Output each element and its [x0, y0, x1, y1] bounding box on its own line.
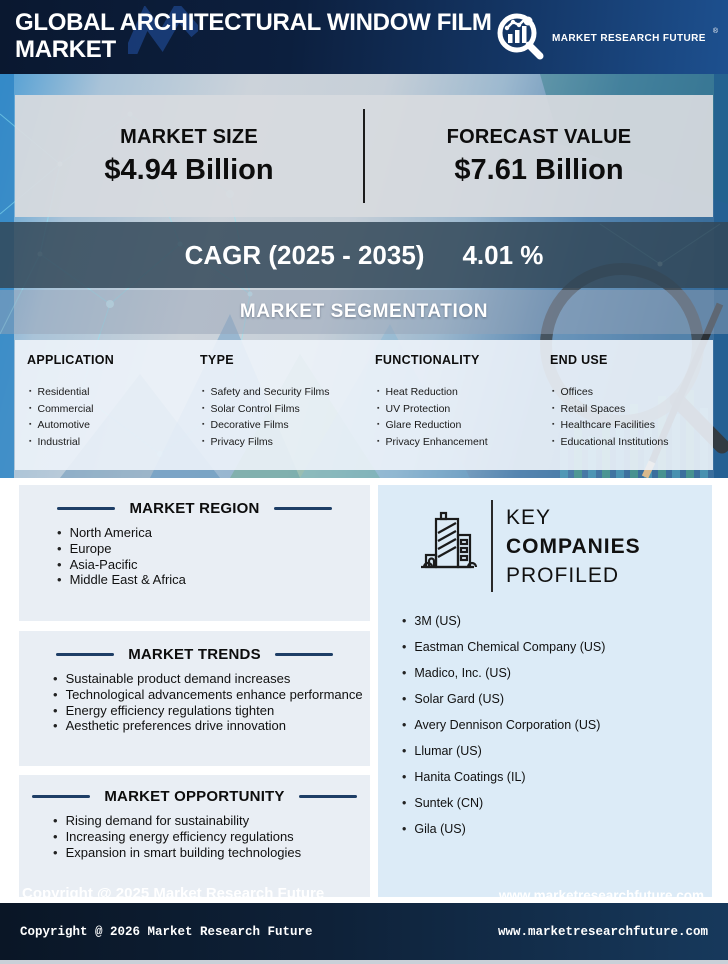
heading-line-right [275, 653, 333, 656]
watermark-copyright: Copyright @ 2025 Market Research Future [22, 885, 325, 902]
segmentation-column-type [200, 340, 375, 470]
market-trends-title: MARKET TRENDS [128, 645, 261, 663]
cagr-label: CAGR (2025 - 2035) [184, 239, 425, 270]
opportunity-item: • Expansion in smart building technologies [53, 845, 370, 861]
bottom-strip [0, 960, 728, 964]
segment-item: ▪ Industrial [29, 434, 200, 451]
region-item: • North America [57, 525, 370, 541]
segment-heading: FUNCTIONALITY [375, 353, 480, 367]
segment-heading: APPLICATION [27, 353, 115, 367]
segment-heading: END USE [550, 353, 608, 367]
heading-line-right [299, 795, 357, 798]
segmentation-panel [15, 340, 713, 470]
heading-line-left [32, 795, 90, 798]
market-opportunity-card [19, 775, 370, 897]
cagr-band [0, 222, 728, 288]
segment-item: ▪ Educational Institutions [552, 434, 713, 451]
page-title [15, 9, 492, 63]
vertical-divider [491, 500, 493, 592]
forecast-value-block [365, 126, 713, 187]
company-item: • Solar Gard (US) [402, 686, 712, 712]
segment-item: ▪ Heat Reduction [377, 384, 550, 401]
market-size-block [15, 126, 363, 187]
segment-item: ▪ UV Protection [377, 401, 550, 418]
region-item: • Europe [57, 541, 370, 557]
segment-heading: TYPE [200, 353, 234, 367]
key-companies-card [378, 485, 712, 897]
market-opportunity-title: MARKET OPPORTUNITY [104, 787, 285, 805]
heading-line-left [56, 653, 114, 656]
market-region-heading [19, 485, 370, 517]
opportunity-item: • Rising demand for sustainability [53, 813, 370, 829]
magnifier-bar-chart-icon [495, 11, 545, 66]
cagr-value: 4.01 % [462, 239, 544, 270]
company-item: • Hanita Coatings (IL) [402, 764, 712, 790]
market-opportunity-heading [19, 775, 370, 805]
heading-line-left [57, 507, 115, 510]
company-item: • Eastman Chemical Company (US) [402, 634, 712, 660]
segmentation-column-enduse [550, 340, 713, 470]
segment-item: ▪ Privacy Enhancement [377, 434, 550, 451]
segment-item: ▪ Decorative Films [202, 417, 375, 434]
company-item: • Avery Dennison Corporation (US) [402, 712, 712, 738]
company-item: • Llumar (US) [402, 738, 712, 764]
forecast-value: $7.61 Billion [454, 153, 624, 186]
footer [0, 903, 728, 960]
key-companies-title-line2: COMPANIES [506, 534, 641, 558]
segment-item: ▪ Healthcare Facilities [552, 417, 713, 434]
segment-item: ▪ Safety and Security Films [202, 384, 375, 401]
segmentation-title: MARKET SEGMENTATION [0, 290, 728, 334]
building-icon [416, 511, 478, 582]
market-trends-card [19, 631, 370, 766]
key-companies-title-line1: KEY [506, 505, 552, 529]
brand-logo [495, 11, 718, 66]
company-item: • Suntek (CN) [402, 790, 712, 816]
watermark-website: www.marketresearchfuture.com [498, 888, 704, 903]
key-companies-header [378, 485, 712, 592]
header [0, 0, 728, 74]
segmentation-column-functionality [375, 340, 550, 470]
segment-item: ▪ Offices [552, 384, 713, 401]
market-trends-heading [19, 631, 370, 663]
footer-copyright: Copyright @ 2026 Market Research Future [20, 924, 313, 939]
registered-mark: ® [712, 28, 718, 35]
segment-item: ▪ Privacy Films [202, 434, 375, 451]
market-size-panel [15, 95, 713, 217]
region-item: • Asia-Pacific [57, 557, 370, 573]
segment-item: ▪ Retail Spaces [552, 401, 713, 418]
key-companies-title-line3: PROFILED [506, 563, 620, 587]
heading-line-right [274, 507, 332, 510]
company-item: • 3M (US) [402, 608, 712, 634]
market-region-card [19, 485, 370, 621]
page-title-line2: MARKET [15, 36, 116, 63]
brand-name: MARKET RESEARCH FUTURE [552, 33, 706, 44]
company-item: • Madico, Inc. (US) [402, 660, 712, 686]
hero-section [0, 74, 728, 478]
key-companies-title [506, 503, 641, 590]
page-title-line1: GLOBAL ARCHITECTURAL WINDOW FILM [15, 9, 492, 36]
forecast-value-label: FORECAST VALUE [446, 125, 632, 148]
opportunity-item: • Increasing energy efficiency regulations [53, 829, 370, 845]
segment-item: ▪ Residential [29, 384, 200, 401]
region-item: • Middle East & Africa [57, 572, 370, 588]
segment-item: ▪ Automotive [29, 417, 200, 434]
trend-item: • Technological advancements enhance performance [53, 687, 370, 703]
trend-item: • Aesthetic preferences drive innovation [53, 718, 370, 734]
trend-item: • Sustainable product demand increases [53, 671, 370, 687]
trend-item: • Energy efficiency regulations tighten [53, 703, 370, 719]
footer-website-link[interactable]: www.marketresearchfuture.com [497, 924, 708, 939]
segment-item: ▪ Glare Reduction [377, 417, 550, 434]
market-region-title: MARKET REGION [129, 499, 260, 517]
market-size-label: MARKET SIZE [120, 125, 258, 148]
segmentation-column-application [27, 340, 200, 470]
segment-item: ▪ Solar Control Films [202, 401, 375, 418]
market-size-value: $4.94 Billion [104, 153, 274, 186]
company-item: • Gila (US) [402, 816, 712, 842]
segment-item: ▪ Commercial [29, 401, 200, 418]
